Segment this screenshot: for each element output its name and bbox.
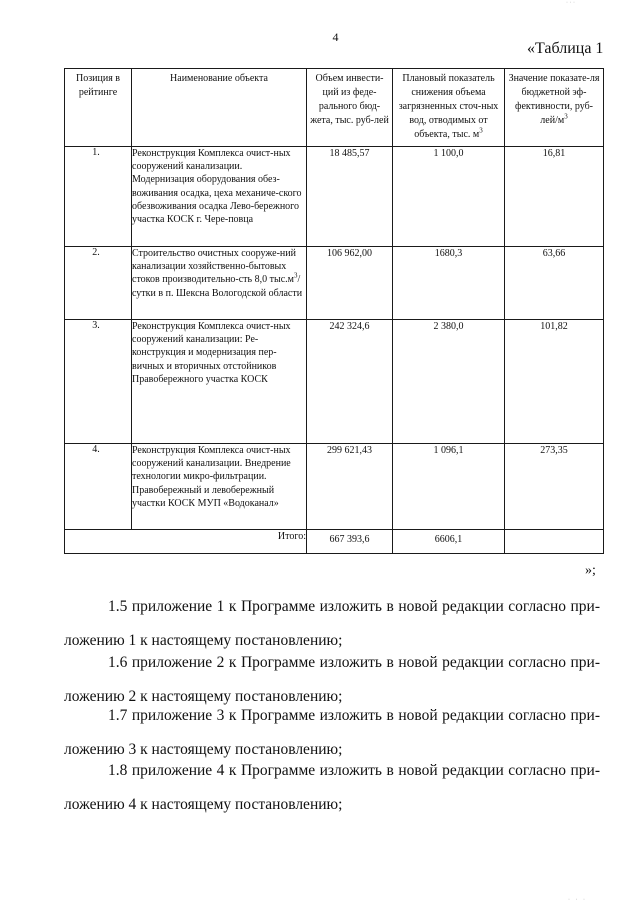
row-efficiency: 63,66 [505,247,604,320]
row-object-name-part1: Строительство очистных сооруже-ний канализации хозяйственно-бытовых стоков производительно-сть 8,0 тыс.м [132,248,296,286]
row-object-name-sup: 3 [293,272,298,281]
total-reduction: 6606,1 [393,530,505,554]
header-reduction-sup: 3 [479,126,483,135]
paragraph-1-5 [64,598,600,650]
row-position: 4. [92,444,100,455]
header-name: Наименование объекта [132,69,307,147]
header-efficiency-text: Значение показате-ля бюджетной эф-фективности, руб-лей/м [508,73,600,126]
table-row [65,147,604,247]
paragraph-line: ложению 4 к настоящему постановлению; [64,796,343,813]
table-header-row [65,69,604,147]
row-reduction: 1 096,1 [393,444,505,530]
paragraph-1-6 [64,654,600,706]
paragraph-line: ложению 2 к настоящему постановлению; [64,688,343,705]
row-investment: 242 324,6 [307,320,393,444]
paragraph-line: 1.5 приложение 1 к Программе изложить в новой редакции согласно при- [108,598,600,615]
table-row [65,444,604,530]
row-position: 2. [92,247,100,258]
paragraph-line: 1.6 приложение 2 к Программе изложить в новой редакции согласно при- [108,654,600,671]
row-investment: 18 485,57 [307,147,393,247]
investment-table [64,68,604,554]
row-investment: 106 962,00 [307,247,393,320]
row-reduction: 2 380,0 [393,320,505,444]
header-investment: Объем инвести-ций из феде-рального бюд-жета, тыс. руб-лей [307,69,393,147]
table-row [65,247,604,320]
header-reduction [393,69,505,147]
row-position-cell [65,147,132,247]
scan-mark-bottom: · · · [568,897,587,903]
header-efficiency-sup: 3 [564,112,568,121]
paragraph-line: ложению 1 к настоящему постановлению; [64,632,343,649]
table-row [65,320,604,444]
paragraph-1-8 [64,762,600,814]
header-efficiency [505,69,604,147]
header-reduction-text: Плановый показатель снижения объема загрязненных сточ-ных вод, отводимых от объекта, тыс. м [398,73,499,140]
row-efficiency: 273,35 [505,444,604,530]
table-total-row [65,530,604,554]
header-position: Позиция в рейтинге [65,69,132,147]
row-position: 3. [92,320,100,331]
row-position-cell [65,247,132,320]
total-efficiency-empty [505,530,604,554]
row-efficiency: 16,81 [505,147,604,247]
row-object-name: Реконструкция Комплекса очист-ных сооружений канализации. Внедрение технологии микро-фильтрации. Правобережный и левобережный участки КОСК МУП «Водоканал» [132,444,307,530]
row-position-cell [65,320,132,444]
paragraph-line: 1.8 приложение 4 к Программе изложить в новой редакции согласно при- [108,762,600,779]
paragraph-line: ложению 3 к настоящему постановлению; [64,741,343,758]
row-position-cell [65,444,132,530]
paragraph-line: 1.7 приложение 3 к Программе изложить в новой редакции согласно при- [108,707,600,724]
table-caption: «Таблица 1 [527,40,604,57]
row-object-name [132,247,307,320]
row-object-name: Реконструкция Комплекса очист-ных сооружений канализации: Ре-конструкция и модернизация пер-вичных и вторичных отстойников Правобережного участка КОСК [132,320,307,444]
total-label: Итого: [65,530,307,554]
scan-mark-top: · · · [566,0,575,6]
page-number: 4 [332,30,339,44]
row-efficiency: 101,82 [505,320,604,444]
row-object-name-part2: /сутки в п. Шексна Вологодской области [132,274,303,299]
paragraph-1-7 [64,707,600,759]
total-investment: 667 393,6 [307,530,393,554]
quote-end: »; [585,563,596,578]
row-reduction: 1680,3 [393,247,505,320]
row-object-name: Реконструкция Комплекса очист-ных сооружений канализации. Модернизация оборудования обез-воживания осадка, цеха механиче-ского обезвоживания осадка Лево-бережного участка КОСК г. Чере-повца [132,147,307,247]
row-position: 1. [92,147,100,158]
row-reduction: 1 100,0 [393,147,505,247]
row-investment: 299 621,43 [307,444,393,530]
